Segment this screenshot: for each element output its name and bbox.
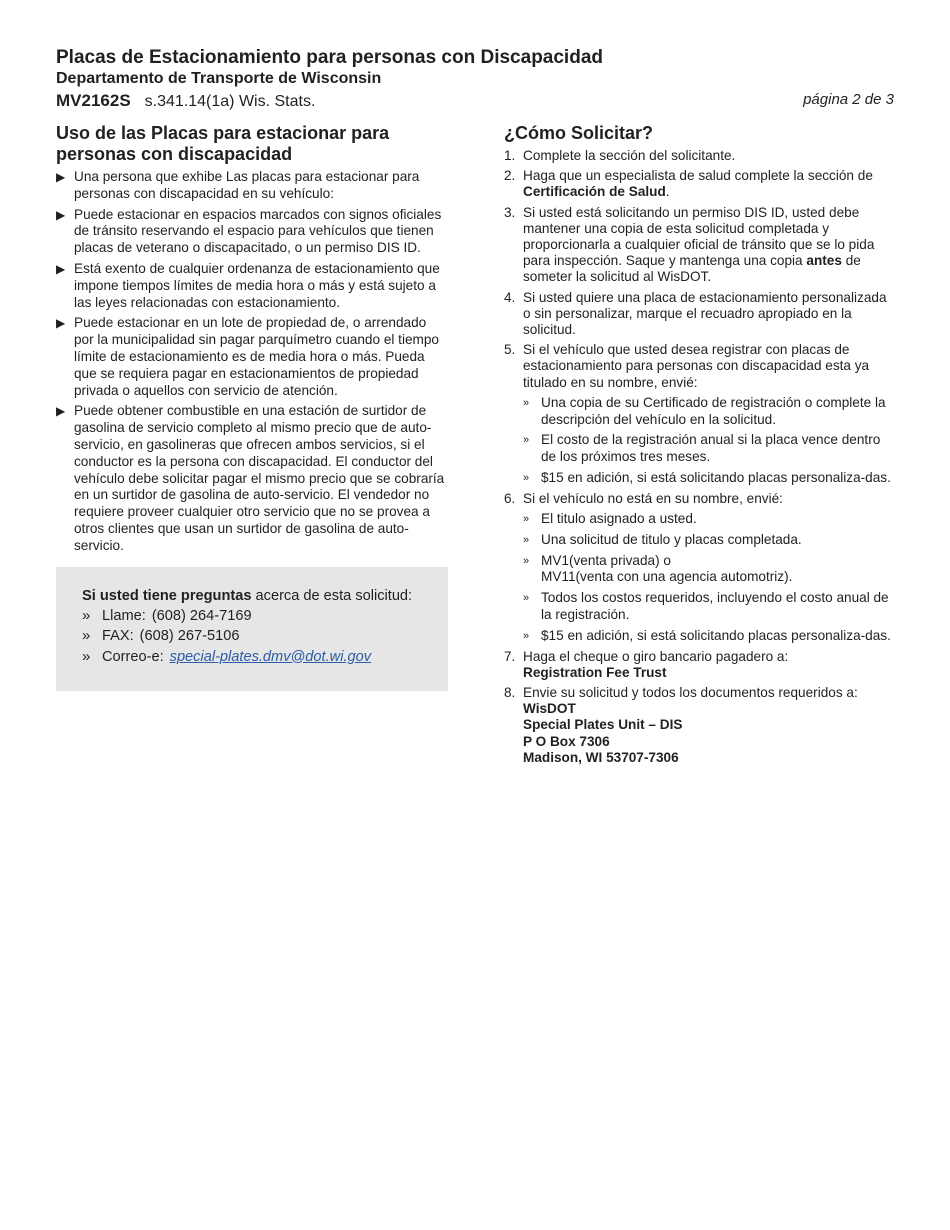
mailing-address-line: WisDOT bbox=[523, 701, 576, 717]
sub-list-item: » MV1(venta privada) o MV11(venta con una agencia automotriz). bbox=[523, 552, 793, 585]
list-item: 4. Si usted quiere una placa de estacionamiento personalizada o sin personalizar, marque el recuadro apropiado en la solicitud. bbox=[504, 289, 887, 338]
sub-list-item: » $15 en adición, si está solicitando placas personaliza-das. bbox=[523, 627, 891, 643]
chevron-right-icon: » bbox=[523, 472, 530, 485]
list-item: 1. Complete la sección del solicitante. bbox=[504, 148, 736, 163]
chevron-right-icon: » bbox=[523, 554, 530, 567]
sub-list bbox=[523, 511, 896, 645]
list-item: 3. Si usted está solicitando un permiso DIS ID, usted debe mantener una copia de esta solicitud completada y proporcionarla a cualquier oficial de tránsito que se lo pida para inspección. Saque y mantenga una copia antes de someter la solicitud al WisDOT. bbox=[504, 204, 875, 285]
form-header bbox=[56, 46, 894, 113]
chevron-right-icon: » bbox=[523, 434, 530, 447]
chevron-right-icon: » bbox=[523, 629, 530, 642]
fax-line: » FAX: (608) 267-5106 bbox=[82, 626, 428, 647]
mailing-address-line: Special Plates Unit – DIS bbox=[523, 717, 683, 733]
sub-list bbox=[523, 395, 896, 487]
department-name: Departamento de Transporte de Wisconsin bbox=[56, 70, 382, 87]
questions-heading: Si usted tiene preguntas acerca de esta solicitud: bbox=[82, 587, 413, 604]
statute-reference: s.341.14(1a) Wis. Stats. bbox=[144, 93, 316, 110]
chevron-right-icon: » bbox=[523, 592, 530, 605]
phone-line: » Llame: (608) 264-7169 bbox=[82, 606, 428, 627]
sub-list-item: » El titulo asignado a usted. bbox=[523, 511, 697, 527]
chevron-right-icon: » bbox=[523, 513, 530, 526]
payee-name: Registration Fee Trust bbox=[523, 664, 667, 680]
sub-list-item: » Una copia de su Certificado de registración o complete la descripción del vehículo en la solicitud. bbox=[523, 394, 886, 427]
list-item: ▶ Puede estacionar en un lote de propiedad de, o arrendado por la municipalidad sin pagar parquímetro cuando el tiempo límite de estacionamiento es de media hora o más. Pueda que se requiera pagar en estacionamientos de propiedad privada o aquellos con servicio de atención. bbox=[56, 315, 439, 398]
chevron-right-icon: » bbox=[82, 606, 91, 624]
sub-list-item: » $15 en adición, si está solicitando placas personaliza-das. bbox=[523, 470, 891, 486]
list-item: 5. Si el vehículo que usted desea registrar con placas de estacionamiento para personas con discapacidad esta ya titulado en su nombre, envié: » Una copia de su Certificado de registración o complete la descripción del vehículo en la solicitud. » El costo de la registración anual si la placa vence dentro de los próximos tres meses. » $15 en adición, si está solicitando placas personaliza-das. bbox=[504, 342, 896, 487]
triangle-bullet-icon: ▶ bbox=[56, 404, 66, 419]
list-item: 2. Haga que un especialista de salud complete la sección de Certificación de Salud. bbox=[504, 168, 873, 200]
list-item: 8. Envie su solicitud y todos los documentos requeridos a: WisDOT Special Plates Unit – DIS P O Box 7306 Madison, WI 53707-7306 bbox=[504, 685, 896, 766]
list-item: ▶ Una persona que exhibe Las placas para estacionar para personas con discapacidad en su vehículo: bbox=[56, 169, 420, 201]
sub-list-item: » Todos los costos requeridos, incluyendo el costo anual de la registración. bbox=[523, 590, 889, 623]
how-to-apply-heading: ¿Cómo Solicitar? bbox=[504, 123, 654, 143]
sub-list-item: » El costo de la registración anual si la placa vence dentro de los próximos tres meses. bbox=[523, 432, 881, 465]
chevron-right-icon: » bbox=[82, 647, 91, 665]
left-column bbox=[56, 123, 448, 691]
questions-box bbox=[56, 567, 448, 691]
sub-list-item: » Una solicitud de titulo y placas completada. bbox=[523, 531, 802, 547]
triangle-bullet-icon: ▶ bbox=[56, 170, 66, 184]
fax-number: (608) 267-5106 bbox=[139, 628, 240, 645]
form-title: Placas de Estacionamiento para personas con Discapacidad bbox=[56, 47, 603, 68]
right-column bbox=[504, 123, 896, 770]
form-id-line bbox=[56, 90, 894, 113]
usage-heading: Uso de las Placas para estacionar para personas con discapacidad bbox=[56, 123, 390, 164]
mailing-address-line: P O Box 7306 bbox=[523, 733, 610, 749]
triangle-bullet-icon: ▶ bbox=[56, 316, 66, 331]
list-item: ▶ Puede estacionar en espacios marcados con signos oficiales de tránsito reservando el espacio para vehículos que tienen placas de veterano o discapacitado, o un permiso DIS ID. bbox=[56, 206, 442, 256]
triangle-bullet-icon: ▶ bbox=[56, 207, 66, 222]
triangle-bullet-icon: ▶ bbox=[56, 261, 66, 276]
list-item: 7. Haga el cheque o giro bancario pagadero a: Registration Fee Trust bbox=[504, 649, 896, 681]
page-number: página 2 de 3 bbox=[803, 91, 894, 108]
chevron-right-icon: » bbox=[523, 396, 530, 409]
list-item: ▶ Puede obtener combustible en una estación de surtidor de gasolina de servicio completo al mismo precio que de auto-servicio, en gasolineras que ofrecen ambos servicios, si el conductor es la persona con discapacidad. El conductor del vehículo debe solicitar pagar el mismo precio que se cobraría en un surtidor de gasolina de auto-servicio. El vendedor no requiere proveer cualquier otro servicio que no se provea a otros clientes que usan un surtidor de gasolina de auto-servicio. bbox=[56, 403, 445, 553]
mailing-address-line: Madison, WI 53707-7306 bbox=[523, 749, 679, 765]
usage-list bbox=[56, 169, 448, 555]
email-link[interactable]: special-plates.dmv@dot.wi.gov bbox=[169, 648, 372, 665]
application-steps bbox=[504, 148, 896, 766]
chevron-right-icon: » bbox=[523, 533, 530, 546]
list-item: 6. Si el vehículo no está en su nombre, envié: » El titulo asignado a usted. » Una solicitud de titulo y placas completada. » MV1(venta privada) o MV11(venta con una agencia automotriz). » Todos los costos requeridos, incluyendo el costo anual de la registración. » $15 en adición, si está solicitando placas personaliza-das. bbox=[504, 491, 896, 645]
chevron-right-icon: » bbox=[82, 627, 91, 645]
form-number: MV2162S bbox=[56, 91, 131, 110]
list-item: ▶ Está exento de cualquier ordenanza de estacionamiento que impone tiempos límites de media hora o más y está sujeto a las leyes relacionadas con estacionamiento. bbox=[56, 260, 440, 310]
phone-number: (608) 264-7169 bbox=[151, 607, 252, 624]
email-line: » Correo-e: special-plates.dmv@dot.wi.gov bbox=[82, 647, 428, 668]
